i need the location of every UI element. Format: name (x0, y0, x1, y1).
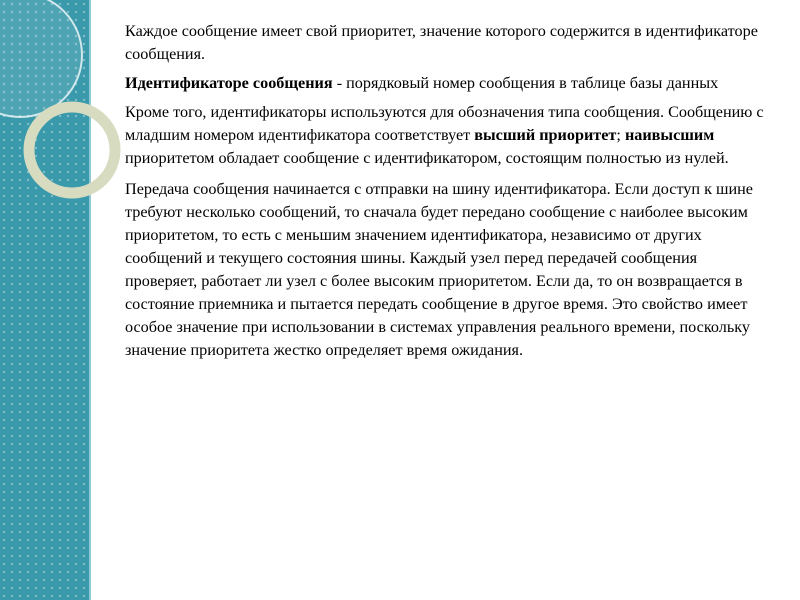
term-highest-priority: высший приоритет (474, 126, 617, 144)
slide-body (125, 20, 773, 368)
usage-text-3: приоритетом обладает сообщение с идентификатором, состоящим полностью из нулей. (125, 149, 729, 167)
usage-text-2: ; (616, 126, 625, 144)
term-supreme: наивысшим (624, 126, 715, 144)
identifier-definition-text: - порядковый номер сообщения в таблице базы данных (332, 74, 719, 92)
paragraph-identifier-usage (125, 101, 773, 170)
paragraph-priority: Каждое сообщение имеет свой приоритет, значение которого содержится в идентификаторе сообщения. (125, 22, 758, 63)
decorative-ring (29, 107, 115, 193)
paragraph-identifier-definition (125, 72, 773, 95)
paragraph-transmission: Передача сообщения начинается с отправки на шину идентификатора. Если доступ к шине требуют несколько сообщений, то сначала будет передано сообщение с наиболее высоким приоритетом, то есть с меньшим значением идентификатора, независимо от других сообщений и текущего состояния шины. Каждый узел перед передачей сообщения проверяет, работает ли узел с более высоким приоритетом. Если да, то он возвращается в состояние приемника и пытается передать сообщение в другое время. Это свойство имеет особое значение при использовании в системах управления реального времени, поскольку значение приоритета жестко определяет время ожидания. (125, 180, 753, 359)
usage-text-1: Кроме того, идентификаторы используются для обозначения типа сообщения. Сообщению с младшим номером идентификатора соответствует (125, 103, 764, 144)
decorative-large-circle (0, 0, 82, 117)
term-identifier: Идентификаторе сообщения (125, 74, 333, 92)
